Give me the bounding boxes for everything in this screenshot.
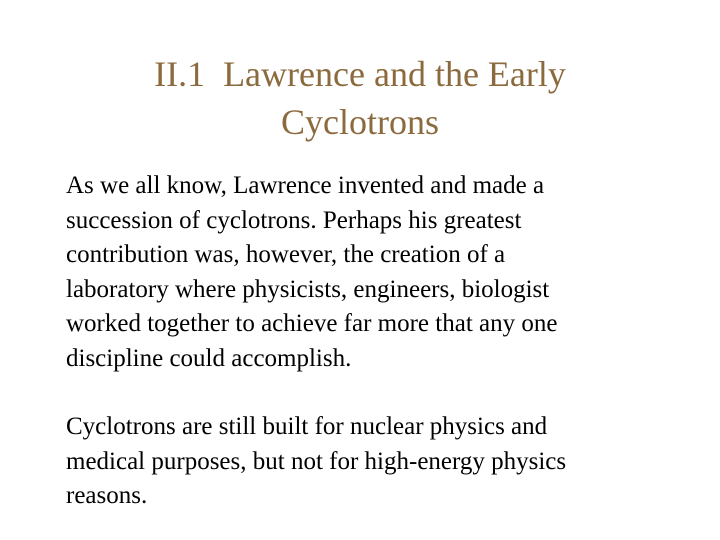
title-line-1: II.1 Lawrence and the Early	[154, 54, 566, 94]
paragraph-cyclotrons-today: Cyclotrons are still built for nuclear physics and medical purposes, but not for high-energy physics reasons.	[66, 413, 567, 509]
paragraph-lawrence-laboratory: As we all know, Lawrence invented and made a succession of cyclotrons. Perhaps his greatest contribution was, however, the creation of a laboratory where physicists, engineers, biologist worked together to achieve far more that any one discipline could accomplish.	[66, 172, 558, 372]
slide-title	[0, 50, 720, 146]
slide-body	[66, 169, 686, 514]
title-line-2: Cyclotrons	[281, 102, 439, 142]
